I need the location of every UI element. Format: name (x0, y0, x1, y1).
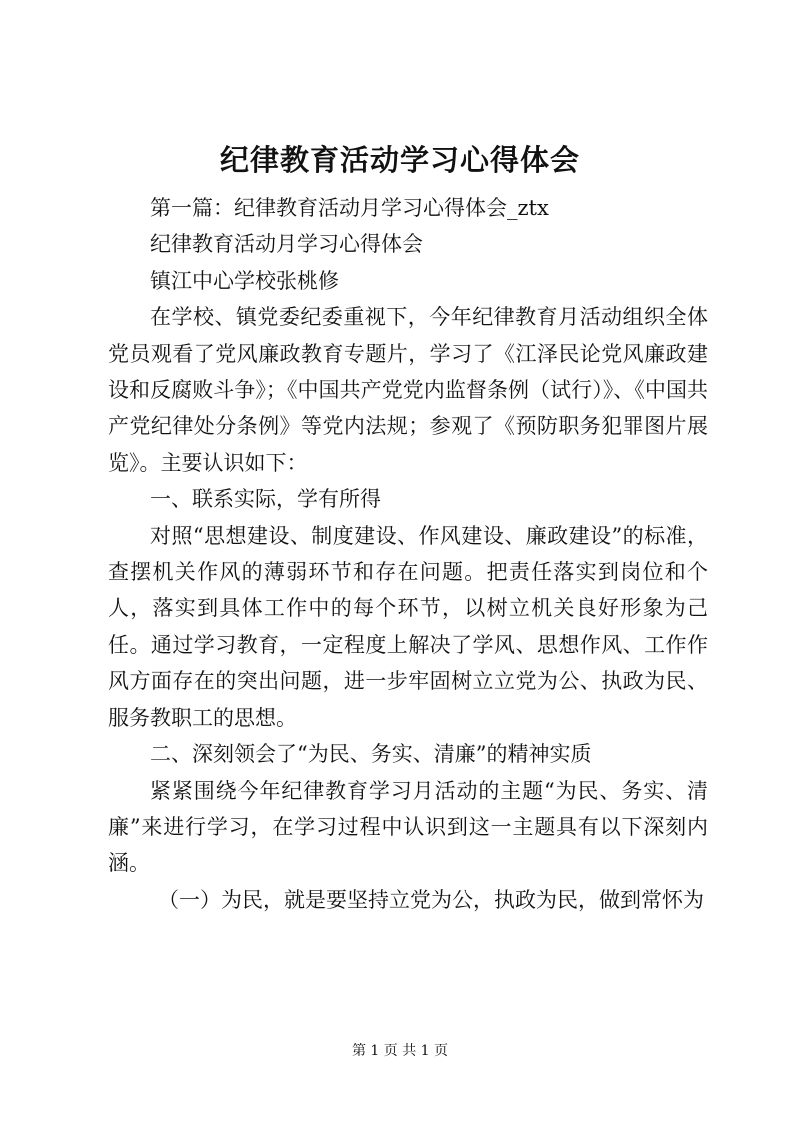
paragraph: 在学校、镇党委纪委重视下，今年纪律教育月活动组织全体党员观看了党风廉政教育专题片，学习了《江泽民论党风廉政建设和反腐败斗争》；《中国共产党党内监督条例（试行）》、《中国共产党纪律处分条例》等党内法规；参观了《预防职务犯罪图片展览》。主要认识如下： (108, 305, 708, 475)
paragraph: 对照“思想建设、制度建设、作风建设、廉政建设”的标准，查摆机关作风的薄弱环节和存在问题。把责任落实到岗位和个人，落实到具体工作中的每个环节，以树立机关良好形象为己任。通过学习教育，一定程度上解决了学风、思想作风、工作作风方面存在的突出问题，进一步牢固树立立党为公、执政为民、服务教职工的思想。 (108, 523, 708, 730)
paragraph: 镇江中心学校张桃修 (150, 268, 339, 293)
page-footer: 第 1 页 共 1 页 (351, 1043, 449, 1059)
paragraph: 第一篇：纪律教育活动月学习心得体会_ztx (150, 196, 549, 220)
document-title: 纪律教育活动学习心得体会 (219, 143, 580, 177)
paragraph: 一、联系实际，学有所得 (150, 487, 381, 512)
paragraph: 二、深刻领会了“为民、务实、清廉”的精神实质 (150, 742, 592, 767)
paragraph: 纪律教育活动月学习心得体会 (150, 232, 423, 257)
document-body (108, 190, 708, 918)
paragraph: （一）为民，就是要坚持立党为公，执政为民，做到常怀为 (158, 887, 704, 912)
paragraph: 紧紧围绕今年纪律教育学习月活动的主题“为民、务实、清廉”来进行学习，在学习过程中认识到这一主题具有以下深刻内涵。 (108, 778, 708, 876)
